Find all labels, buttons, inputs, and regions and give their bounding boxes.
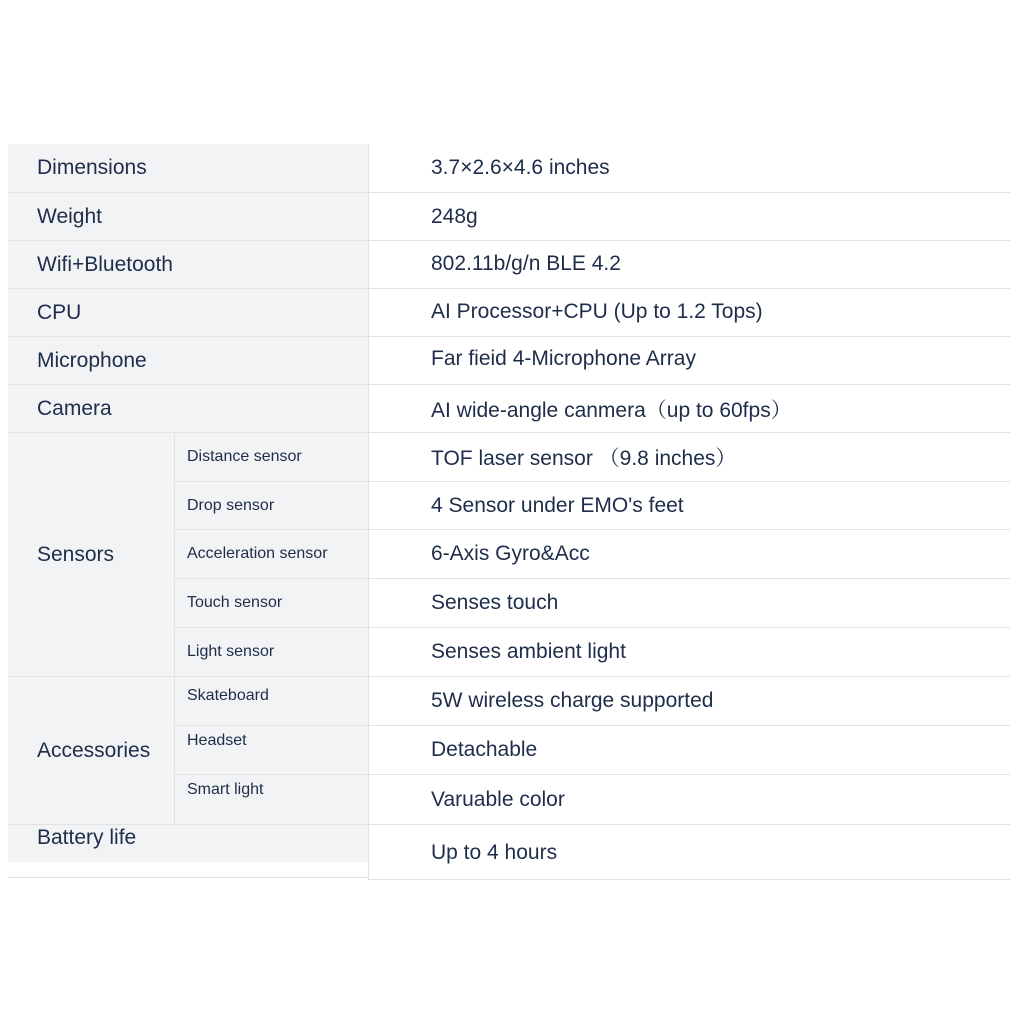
accessory-value-skateboard: 5W wireless charge supported — [368, 677, 1010, 726]
accessory-name-skateboard: Skateboard — [174, 677, 368, 726]
accessory-name-headset: Headset — [174, 726, 368, 775]
sensor-value-touch: Senses touch — [368, 579, 1010, 628]
sensor-name-light: Light sensor — [174, 628, 368, 677]
row-value-wifi-bluetooth: 802.11b/g/n BLE 4.2 — [368, 241, 1010, 289]
spec-table — [8, 144, 1010, 880]
row-value-camera: AI wide-angle canmera（up to 60fps） — [368, 385, 1010, 433]
sensor-value-distance: TOF laser sensor （9.8 inches） — [368, 433, 1010, 482]
sensor-name-acceleration: Acceleration sensor — [174, 530, 368, 579]
row-label-camera: Camera — [8, 385, 368, 433]
row-label-dimensions: Dimensions — [8, 144, 368, 193]
group-label-accessories: Accessories — [8, 677, 174, 825]
row-value-dimensions: 3.7×2.6×4.6 inches — [368, 144, 1010, 193]
group-label-sensors: Sensors — [8, 433, 174, 677]
row-label-battery-life: Battery life — [8, 825, 368, 862]
sensor-name-drop: Drop sensor — [174, 482, 368, 530]
row-label-cpu: CPU — [8, 289, 368, 337]
accessory-value-headset: Detachable — [368, 726, 1010, 775]
sensor-value-drop: 4 Sensor under EMO's feet — [368, 482, 1010, 530]
row-value-weight: 248g — [368, 193, 1010, 241]
sensor-value-acceleration: 6-Axis Gyro&Acc — [368, 530, 1010, 579]
sensor-name-touch: Touch sensor — [174, 579, 368, 628]
row-value-battery-life: Up to 4 hours — [368, 825, 1010, 880]
sensor-name-distance: Distance sensor — [174, 433, 368, 482]
accessory-name-smart-light: Smart light — [174, 775, 368, 825]
row-label-wifi-bluetooth: Wifi+Bluetooth — [8, 241, 368, 289]
row-value-cpu: AI Processor+CPU (Up to 1.2 Tops) — [368, 289, 1010, 337]
row-label-microphone: Microphone — [8, 337, 368, 385]
row-value-microphone: Far fieid 4-Microphone Array — [368, 337, 1010, 385]
accessory-value-smart-light: Varuable color — [368, 775, 1010, 825]
row-label-weight: Weight — [8, 193, 368, 241]
battery-bottom-border — [8, 877, 368, 878]
sensor-value-light: Senses ambient light — [368, 628, 1010, 677]
